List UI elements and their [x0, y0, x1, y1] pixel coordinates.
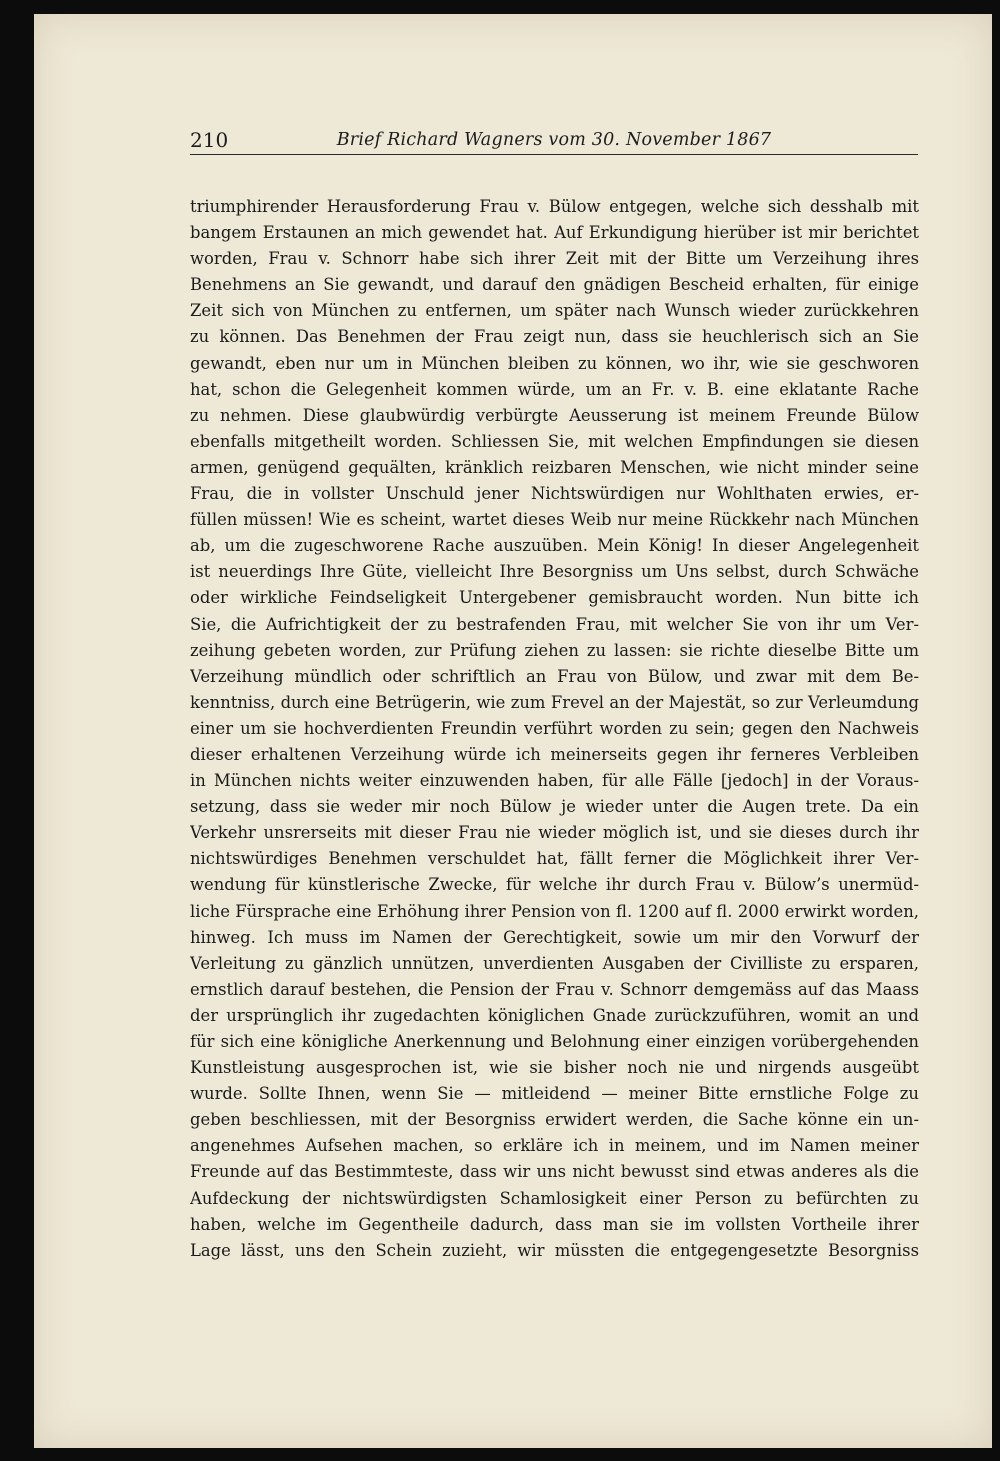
- page-header: [190, 128, 918, 155]
- text-line: einer um sie hochverdienten Freundin verführt worden zu sein; gegen den Nachweis: [190, 718, 919, 738]
- text-line: dieser erhaltenen Verzeihung würde ich meinerseits gegen ihr ferneres Verbleiben: [190, 744, 919, 764]
- text-line: Verkehr unsrerseits mit dieser Frau nie wieder möglich ist, und sie dieses durch ihr: [190, 823, 919, 843]
- text-line: zu nehmen. Diese glaubwürdig verbürgte Aeusserung ist meinem Freunde Bülow: [190, 405, 919, 425]
- text-line: triumphirender Herausforderung Frau v. Bülow entgegen, welche sich desshalb mit: [190, 197, 919, 216]
- text-line: ist neuerdings Ihre Güte, vielleicht Ihre Besorgniss um Uns selbst, durch Schwäche: [190, 562, 919, 582]
- text-line: hat, schon die Gelegenheit kommen würde, um an Fr. v. B. eine eklatante Rache: [190, 379, 919, 399]
- text-line: zeihung gebeten worden, zur Prüfung ziehen zu lassen: sie richte dieselbe Bitte um: [190, 640, 919, 660]
- text-line: haben, welche im Gegentheile dadurch, dass man sie im vollsten Vortheile ihrer: [190, 1214, 919, 1234]
- text-line: ab, um die zugeschworene Rache auszuüben. Mein König! In dieser Angelegenheit: [190, 536, 919, 556]
- text-line: für sich eine königliche Anerkennung und Belohnung einer einzigen vorübergehenden: [190, 1032, 919, 1051]
- text-line: in München nichts weiter einzuwenden haben, für alle Fälle [jedoch] in der Voraus-: [190, 771, 919, 791]
- text-line: Verleitung zu gänzlich unnützen, unverdienten Ausgaben der Civilliste zu ersparen,: [190, 953, 919, 973]
- letter-text: [190, 194, 919, 1264]
- text-line: wurde. Sollte Ihnen, wenn Sie — mitleidend — meiner Bitte ernstliche Folge zu: [190, 1084, 919, 1104]
- text-line: Lage lässt, uns den Schein zuzieht, wir müssten die entgegengesetzte Besorgniss: [190, 1240, 919, 1260]
- text-line: füllen müssen! Wie es scheint, wartet dieses Weib nur meine Rückkehr nach München: [190, 510, 919, 530]
- text-line: gewandt, eben nur um in München bleiben zu können, wo ihr, wie sie geschworen: [190, 353, 919, 373]
- text-line: Zeit sich von München zu entfernen, um später nach Wunsch wieder zurückkehren: [190, 301, 919, 321]
- text-line: kenntniss, durch eine Betrügerin, wie zum Frevel an der Majestät, so zur Verleumdung: [190, 692, 919, 712]
- page-number: 210: [190, 128, 229, 152]
- text-line: Aufdeckung der nichtswürdigsten Schamlosigkeit einer Person zu befürchten zu: [190, 1188, 919, 1208]
- text-line: nichtswürdiges Benehmen verschuldet hat, fällt ferner die Möglichkeit ihrer Ver-: [190, 849, 919, 869]
- text-line: Kunstleistung ausgesprochen ist, wie sie bisher noch nie und nirgends ausgeübt: [190, 1058, 919, 1078]
- text-line: Sie, die Aufrichtigkeit der zu bestrafenden Frau, mit welcher Sie von ihr um Ver-: [190, 614, 919, 634]
- text-line: Freunde auf das Bestimmteste, dass wir uns nicht bewusst sind etwas anderes als die: [190, 1162, 919, 1182]
- text-line: oder wirkliche Feindseligkeit Untergebener gemisbraucht worden. Nun bitte ich: [190, 588, 919, 608]
- text-line: Verzeihung mündlich oder schriftlich an Frau von Bülow, und zwar mit dem Be-: [190, 666, 919, 686]
- running-title: Brief Richard Wagners vom 30. November 1867: [336, 130, 772, 150]
- text-line: hinweg. Ich muss im Namen der Gerechtigkeit, sowie um mir den Vorwurf der: [190, 927, 919, 947]
- text-line: ernstlich darauf bestehen, die Pension der Frau v. Schnorr demgemäss auf das Maass: [190, 979, 919, 999]
- text-line: ebenfalls mitgetheilt worden. Schliessen Sie, mit welchen Empfindungen sie diesen: [190, 431, 919, 451]
- text-line: geben beschliessen, mit der Besorgniss erwidert werden, die Sache könne ein un-: [190, 1110, 919, 1130]
- text-line: zu können. Das Benehmen der Frau zeigt nun, dass sie heuchlerisch sich an Sie: [190, 327, 919, 347]
- text-line: wendung für künstlerische Zwecke, für welche ihr durch Frau v. Bülow’s unermüd-: [190, 875, 919, 895]
- text-line: angenehmes Aufsehen machen, so erkläre ich in meinem, und im Namen meiner: [190, 1136, 919, 1156]
- text-line: setzung, dass sie weder mir noch Bülow je wieder unter die Augen trete. Da ein: [190, 797, 919, 817]
- text-line: Frau, die in vollster Unschuld jener Nichtswürdigen nur Wohlthaten erwies, er-: [190, 484, 919, 504]
- text-line: bangem Erstaunen an mich gewendet hat. Auf Erkundigung hierüber ist mir berichtet: [190, 223, 919, 243]
- text-line: liche Fürsprache eine Erhöhung ihrer Pension von fl. 1200 auf fl. 2000 erwirkt worden,: [190, 901, 919, 921]
- text-line: armen, genügend gequälten, kränklich reizbaren Menschen, wie nicht minder seine: [190, 457, 919, 477]
- text-line: Benehmens an Sie gewandt, und darauf den gnädigen Bescheid erhalten, für einige: [190, 275, 919, 295]
- text-line: der ursprünglich ihr zugedachten königlichen Gnade zurückzuführen, womit an und: [190, 1005, 919, 1025]
- text-line: worden, Frau v. Schnorr habe sich ihrer Zeit mit der Bitte um Verzeihung ihres: [190, 249, 919, 269]
